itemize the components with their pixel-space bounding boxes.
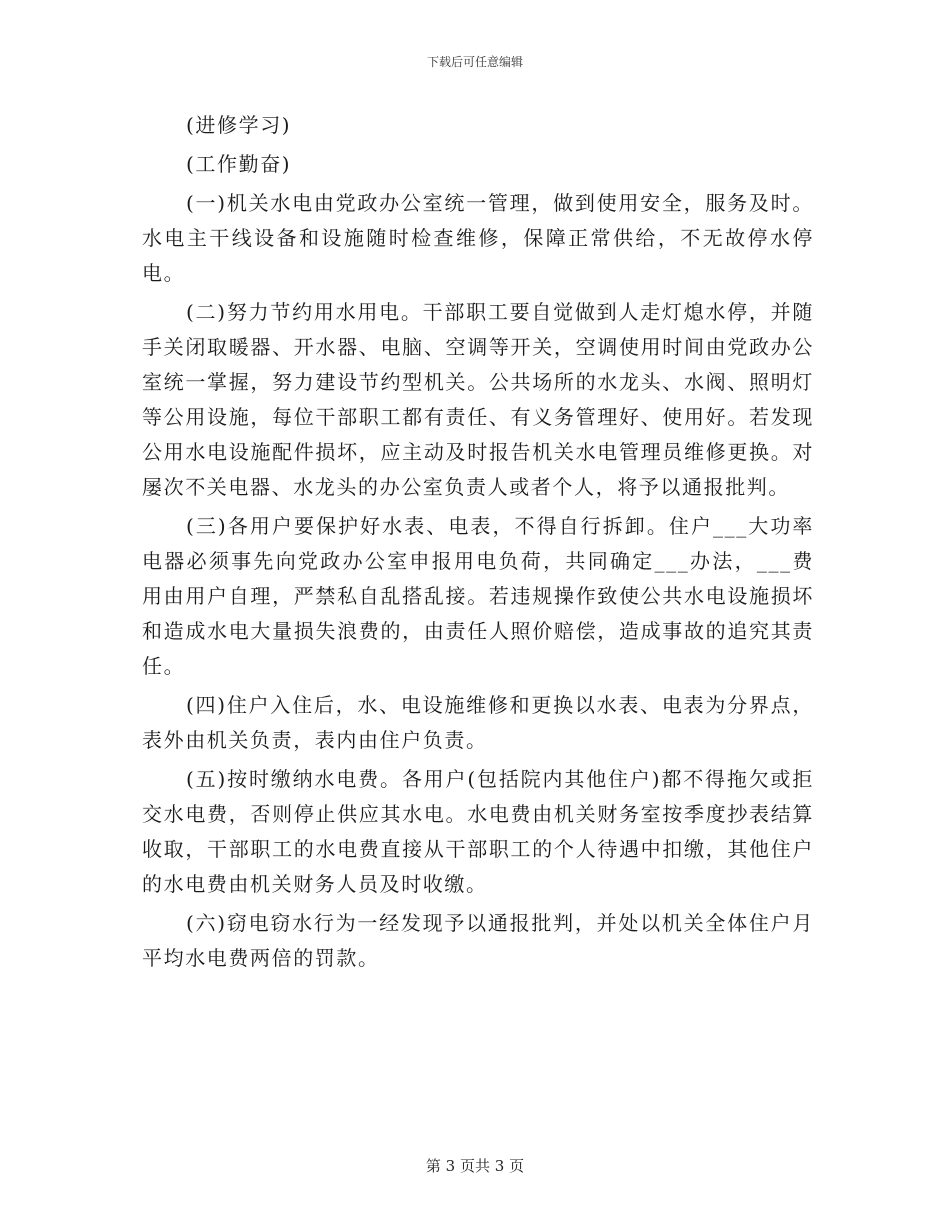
paragraph-item-4: (四)住户入住后，水、电设施维修和更换以水表、电表为分界点，表外由机关负责，表内由住户负责。	[142, 693, 814, 752]
paragraph-item-1: (一)机关水电由党政办公室统一管理，做到使用安全，服务及时。水电主干线设备和设施随时检查维修，保障正常供给，不无故停水停电。	[142, 191, 814, 285]
paragraph-item-6: (六)窃电窃水行为一经发现予以通报批判，并处以机关全体住户月平均水电费两倍的罚款。	[142, 911, 814, 970]
paragraph-item-2: (二)努力节约用水用电。干部职工要自觉做到人走灯熄水停，并随手关闭取暖器、开水器、电脑、空调等开关，空调使用时间由党政办公室统一掌握，努力建设节约型机关。公共场所的水龙头、水阀、照明灯等公用设施，每位干部职工都有责任、有义务管理好、使用好。若发现公用水电设施配件损坏，应主动及时报告机关水电管理员维修更换。对屡次不关电器、水龙头的办公室负责人或者个人，将予以通报批判。	[142, 300, 814, 499]
paragraph-heading-diligence: (工作勤奋)	[186, 152, 292, 176]
page-number: 第 3 页共 3 页	[425, 1157, 525, 1175]
paragraph-item-3: (三)各用户要保护好水表、电表，不得自行拆卸。住户___大功率电器必须事先向党政办公室申报用电负荷，共同确定___办法，___费用由用户自理，严禁私自乱搭乱接。若违规操作致使公共水电设施损坏和造成水电大量损失浪费的，由责任人照价赔偿，造成事故的追究其责任。	[142, 514, 814, 678]
paragraph-heading-study: (进修学习)	[186, 113, 292, 137]
document-body	[142, 108, 814, 976]
paragraph-item-5: (五)按时缴纳水电费。各用户(包括院内其他住户)都不得拖欠或拒交水电费，否则停止供应其水电。水电费由机关财务室按季度抄表结算收取，干部职工的水电费直接从干部职工的个人待遇中扣缴，其他住户的水电费由机关财务人员及时收缴。	[142, 767, 814, 896]
page-header-note: 下载后可任意编辑	[426, 55, 523, 69]
